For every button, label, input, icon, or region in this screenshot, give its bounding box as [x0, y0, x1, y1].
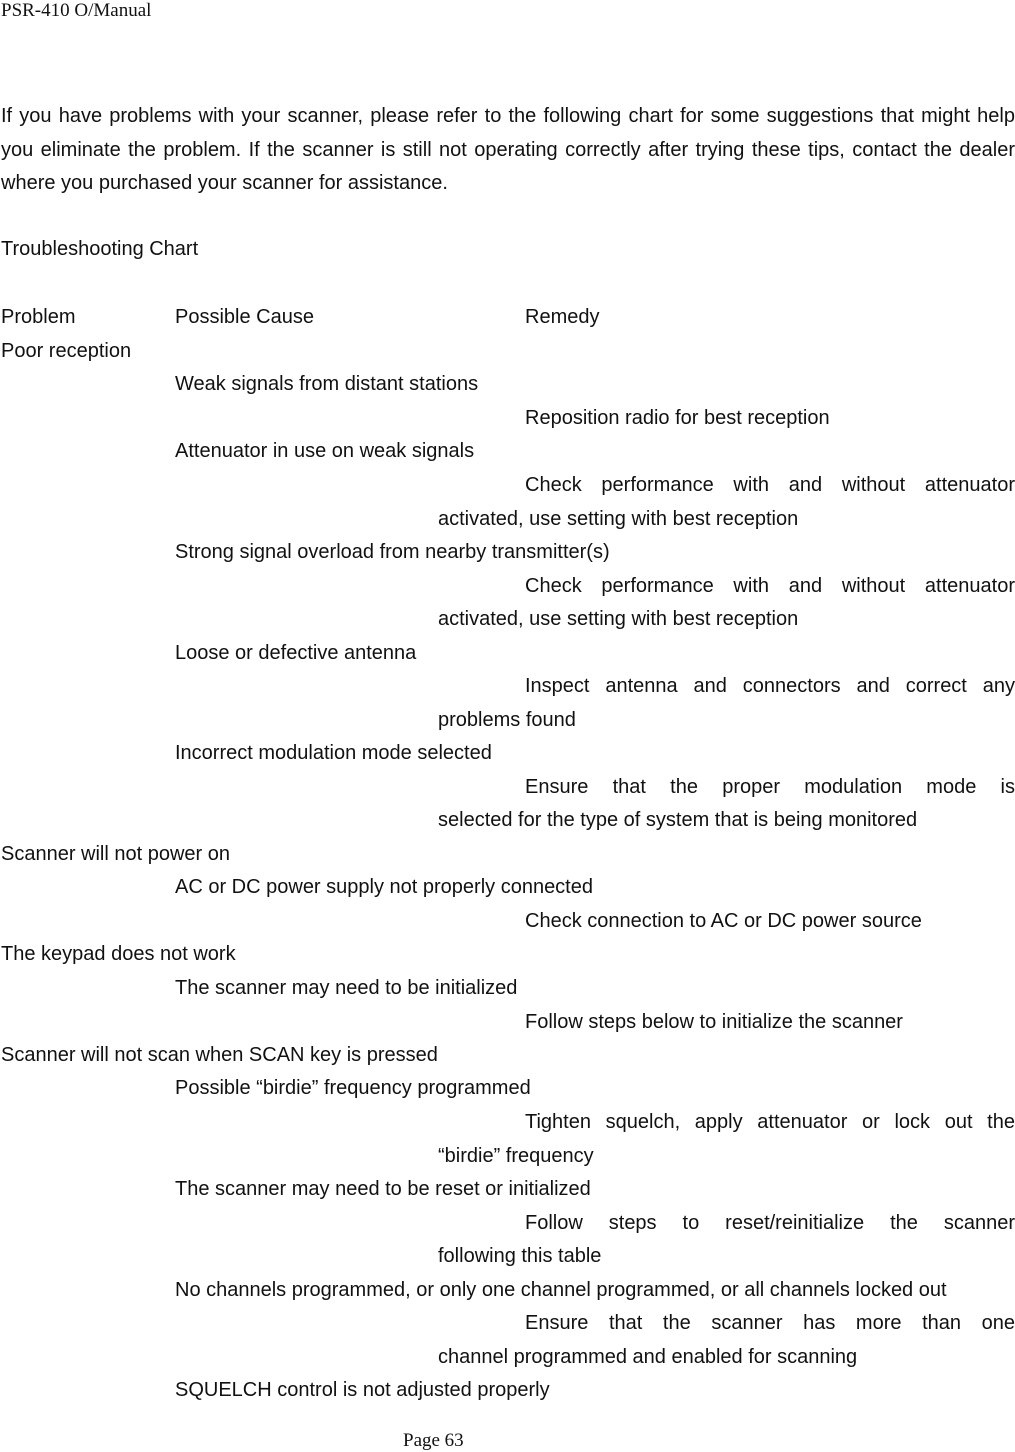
column-header-remedy: Remedy	[525, 306, 600, 328]
cause-overload: Strong signal overload from nearby transmitter(s)	[175, 541, 610, 563]
remedy-channels: Ensure that the scanner has more than one	[525, 1312, 1015, 1334]
cause-squelch: SQUELCH control is not adjusted properly	[175, 1379, 550, 1401]
cause-reset-init: The scanner may need to be reset or initialized	[175, 1178, 591, 1200]
remedy-inspect-antenna: Inspect antenna and connectors and correct any	[525, 675, 1015, 697]
intro-paragraph: If you have problems with your scanner, please refer to the following chart for some suggestions that might help you eliminate the problem. If the scanner is still not operating correctly after trying these tips, contact the dealer where you purchased your scanner for assistance.	[1, 105, 1015, 194]
chart-title: Troubleshooting Chart	[1, 238, 199, 260]
document-header: PSR-410 O/Manual	[1, 0, 152, 21]
remedy-reposition: Reposition radio for best reception	[525, 407, 830, 429]
cause-weak-signals: Weak signals from distant stations	[175, 373, 479, 395]
remedy-check-attenuator-2: Check performance with and without attenuator	[525, 575, 1015, 597]
column-header-cause: Possible Cause	[175, 306, 314, 328]
cause-power-supply: AC or DC power supply not properly connected	[175, 876, 593, 898]
remedy-birdie: Tighten squelch, apply attenuator or lock out the	[525, 1111, 1015, 1133]
problem-no-scan: Scanner will not scan when SCAN key is pressed	[1, 1044, 438, 1066]
remedy-birdie-cont: “birdie” frequency	[438, 1145, 594, 1167]
remedy-initialize: Follow steps below to initialize the scanner	[525, 1011, 903, 1033]
cause-modulation: Incorrect modulation mode selected	[175, 742, 492, 764]
remedy-channels-cont: channel programmed and enabled for scanning	[438, 1346, 858, 1368]
remedy-modulation-cont: selected for the type of system that is being monitored	[438, 809, 918, 831]
page-number: Page 63	[403, 1430, 464, 1451]
problem-no-power: Scanner will not power on	[1, 843, 231, 865]
problem-poor-reception: Poor reception	[1, 340, 132, 362]
remedy-modulation: Ensure that the proper modulation mode is	[525, 776, 1015, 798]
remedy-check-attenuator-1-cont: activated, use setting with best reception	[438, 508, 799, 530]
cause-attenuator: Attenuator in use on weak signals	[175, 440, 475, 462]
remedy-reset: Follow steps to reset/reinitialize the scanner	[525, 1212, 1015, 1234]
cause-needs-init: The scanner may need to be initialized	[175, 977, 518, 999]
problem-keypad: The keypad does not work	[1, 943, 236, 965]
remedy-reset-cont: following this table	[438, 1245, 602, 1267]
remedy-check-power: Check connection to AC or DC power source	[525, 910, 922, 932]
remedy-check-attenuator-1: Check performance with and without attenuator	[525, 474, 1015, 496]
column-header-problem: Problem	[1, 306, 76, 328]
cause-no-channels: No channels programmed, or only one channel programmed, or all channels locked out	[175, 1279, 947, 1301]
cause-birdie: Possible “birdie” frequency programmed	[175, 1077, 531, 1099]
cause-antenna: Loose or defective antenna	[175, 642, 417, 664]
remedy-inspect-antenna-cont: problems found	[438, 709, 576, 731]
remedy-check-attenuator-2-cont: activated, use setting with best reception	[438, 608, 799, 630]
